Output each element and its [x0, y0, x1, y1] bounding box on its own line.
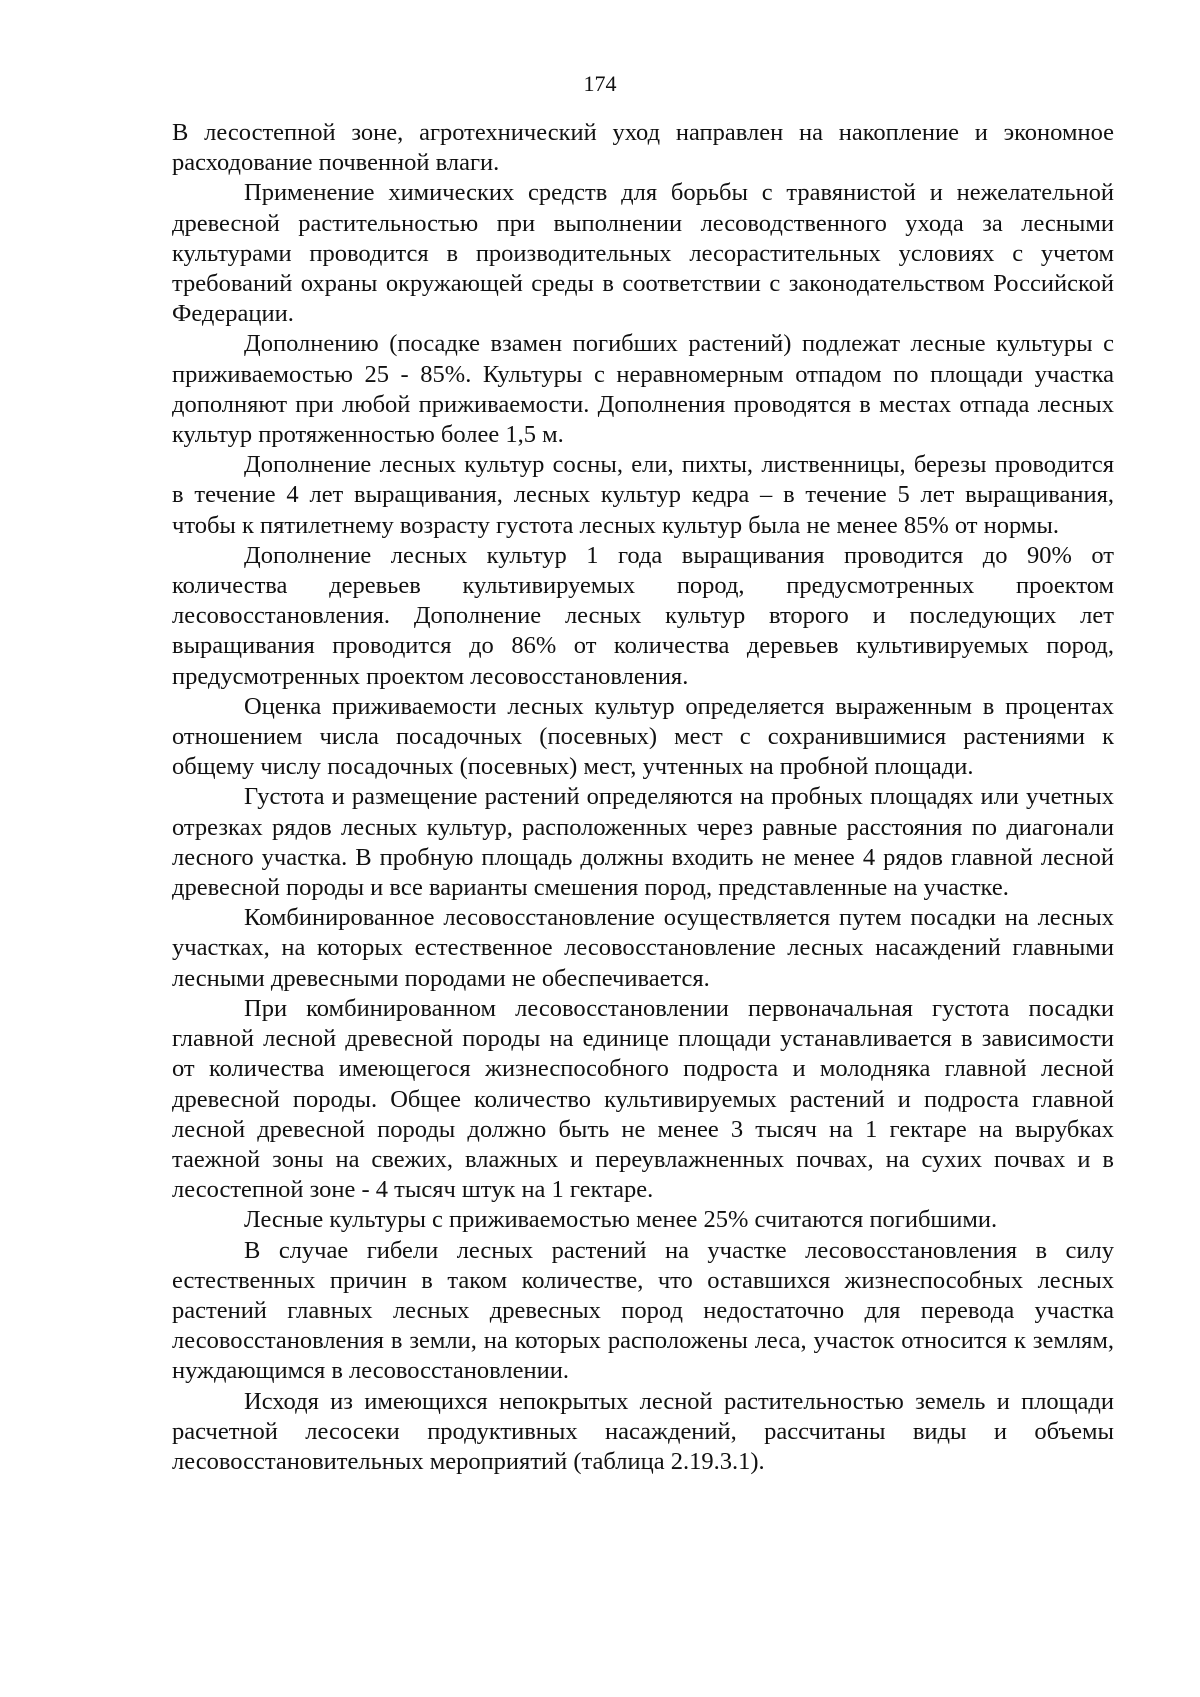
page-number: 174 [583, 71, 617, 96]
body-text [172, 118, 1114, 1477]
paragraph-combined-reforestation: Комбинированное лесовосстановление осуществляется путем посадки на лесных участках, на которых естественное лесовосстановление лесных насаждений главными лесными древесными породами не обеспечивается. [172, 904, 1114, 992]
paragraph-supplementing-species: Дополнение лесных культур сосны, ели, пихты, лиственницы, березы проводится в течение 4 лет выращивания, лесных культур кедра – в течение 5 лет выращивания, чтобы к пятилетнему возрасту густота лесных культур была не менее 85% от нормы. [172, 451, 1114, 539]
paragraph-supplementing-crops: Дополнению (посадке взамен погибших растений) подлежат лесные культуры с приживаемостью 25 - 85%. Культуры с неравномерным отпадом по площади участка дополняют при любой приживаемости. Дополнения проводятся в местах отпада лесных культур протяженностью более 1,5 м. [172, 330, 1114, 449]
paragraph-chemical-means: Применение химических средств для борьбы с травянистой и нежелательной древесной растительностью при выполнении лесоводственного ухода за лесными культурами проводится в производительных лесорастительных условиях с учетом требований охраны окружающей среды в соответствии с законодательством Российской Федерации. [172, 179, 1114, 328]
paragraph-agrotechnical-care: В лесостепной зоне, агротехнический уход направлен на накопление и экономное расходование почвенной влаги. [172, 119, 1114, 177]
paragraph-density-placement: Густота и размещение растений определяются на пробных площадях или учетных отрезках рядов лесных культур, расположенных через равные расстояния по диагонали лесного участка. В пробную площадь должны входить не менее 4 рядов главной лесной древесной породы и все варианты смешения пород, представленные на участке. [172, 783, 1114, 902]
paragraph-dead-crops: Лесные культуры с приживаемостью менее 25% считаются погибшими. [244, 1206, 998, 1234]
paragraph-supplementing-first-year: Дополнение лесных культур 1 года выращивания проводится до 90% от количества деревьев культивируемых пород, предусмотренных проектом лесовосстановления. Дополнение лесных культур второго и последующих лет выращивания проводится до 86% от количества деревьев культивируемых пород, предусмотренных проектом лесовосстановления. [172, 541, 1114, 690]
paragraph-initial-density: При комбинированном лесовосстановлении первоначальная густота посадки главной лесной древесной породы на единице площади устанавливается в зависимости от количества имеющегося жизнеспособного подроста и молодняка главной лесной древесной породы. Общее количество культивируемых растений и подроста главной лесной древесной породы должно быть не менее 3 тысяч на 1 гектаре на вырубках таежной зоны на свежих, влажных и переувлажненных почвах, на сухих почвах и в лесостепной зоне - 4 тысяч штук на 1 гектаре. [172, 994, 1114, 1204]
paragraph-survival-assessment: Оценка приживаемости лесных культур определяется выраженным в процентах отношением числа посадочных (посевных) мест с сохранившимися растениями к общему числу посадочных (посевных) мест, учтенных на пробной площади. [172, 692, 1114, 781]
paragraph-measures-volume: Исходя из имеющихся непокрытых лесной растительностью земель и площади расчетной лесосеки продуктивных насаждений, рассчитаны виды и объемы лесовосстановительных мероприятий (таблица 2.19.3.1). [172, 1387, 1114, 1475]
paragraph-plant-death: В случае гибели лесных растений на участке лесовосстановления в силу естественных причин в таком количестве, что оставшихся жизнеспособных лесных растений главных лесных древесных пород недостаточно для перевода участка лесовосстановления в земли, на которых расположены леса, участок относится к землям, нуждающимся в лесовосстановлении. [172, 1236, 1114, 1385]
